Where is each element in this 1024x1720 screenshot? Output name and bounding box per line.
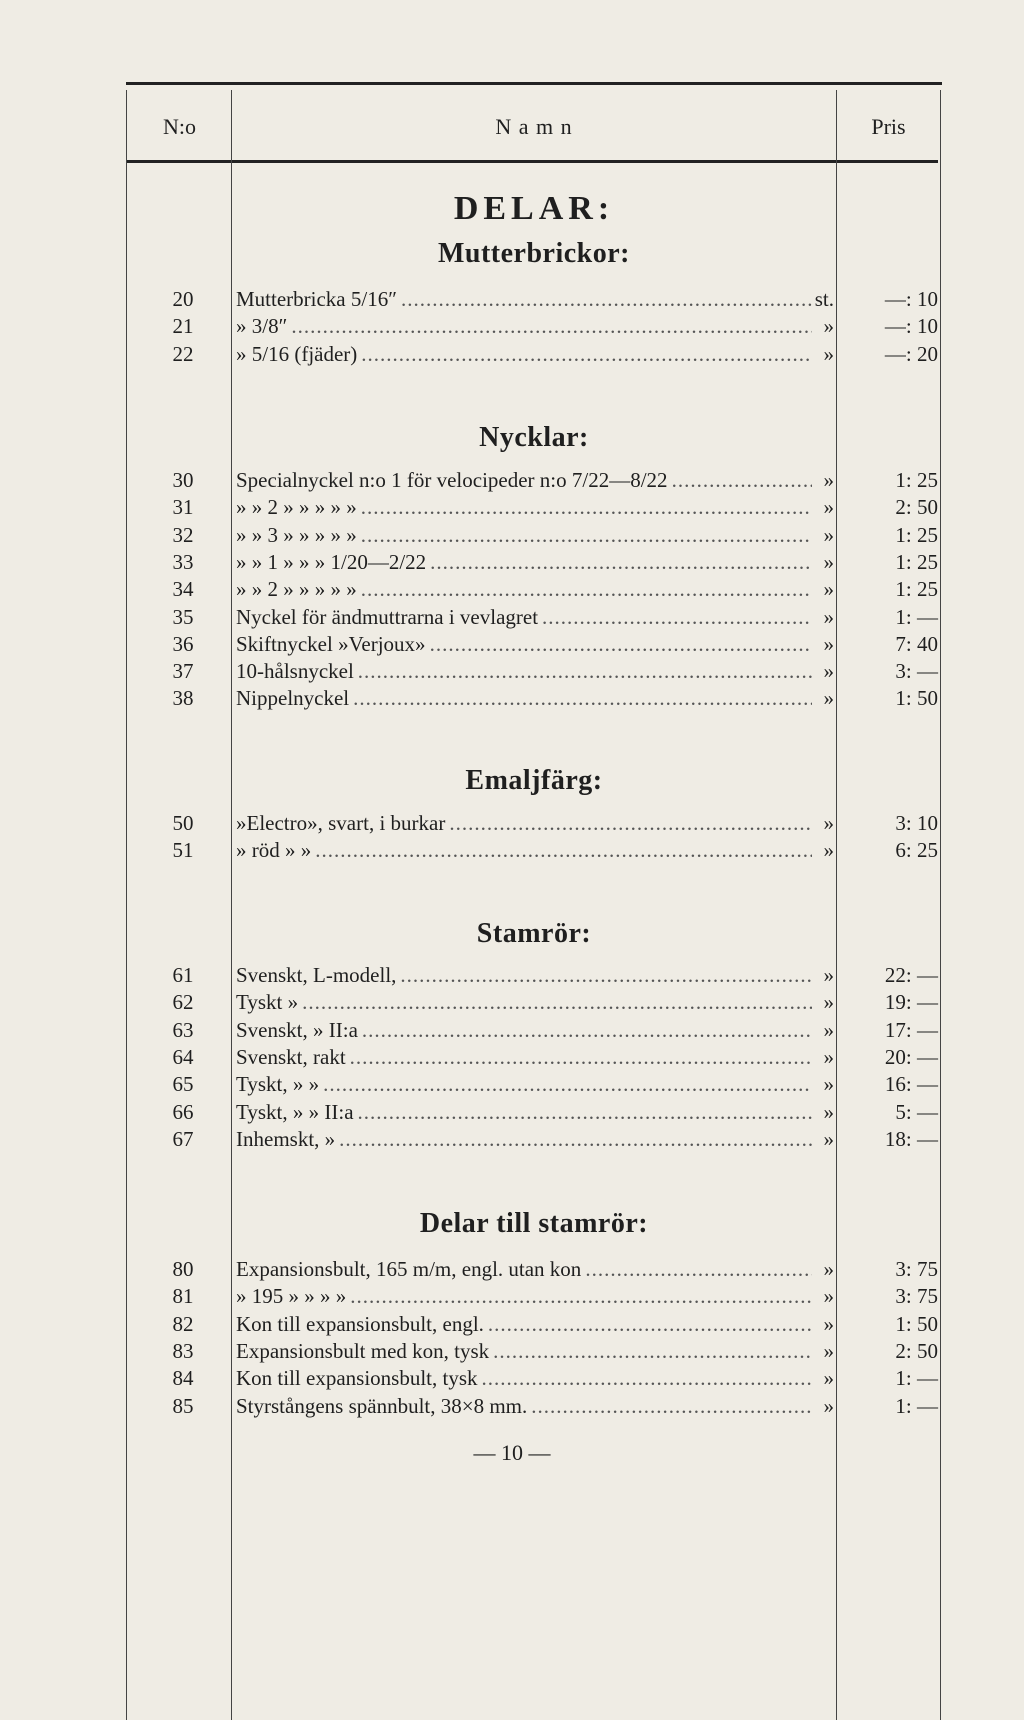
item-unit: »	[823, 1339, 834, 1363]
table-row	[128, 1126, 940, 1153]
item-description	[236, 576, 816, 603]
leader-dots	[361, 341, 812, 368]
item-price: 20: —	[884, 1045, 938, 1069]
item-unit: »	[823, 1257, 834, 1281]
item-description	[236, 631, 816, 658]
table-row	[128, 1044, 940, 1071]
table-row	[128, 576, 940, 603]
item-unit: »	[823, 838, 834, 862]
header-price: Pris	[871, 114, 906, 139]
item-number: 22	[172, 342, 194, 366]
item-number: 62	[172, 990, 194, 1014]
item-text: Nippelnyckel	[236, 686, 350, 710]
item-number: 38	[172, 686, 194, 710]
item-description	[236, 604, 816, 631]
leader-dots	[361, 576, 812, 603]
item-unit: »	[823, 990, 834, 1014]
item-number: 20	[172, 287, 194, 311]
leader-dots	[350, 1283, 812, 1310]
item-unit: »	[823, 1018, 834, 1042]
item-unit: »	[823, 342, 834, 366]
table-row	[128, 989, 940, 1016]
item-price: 3: 10	[895, 811, 938, 835]
item-unit: »	[823, 1127, 834, 1151]
table-row	[128, 549, 940, 576]
item-number: 33	[172, 550, 194, 574]
leader-dots	[542, 604, 812, 631]
item-price: 18: —	[884, 1127, 938, 1151]
item-number: 63	[172, 1018, 194, 1042]
header-number: N:o	[163, 114, 196, 139]
section-title: Stamrör:	[476, 918, 592, 949]
item-price: 5: —	[895, 1100, 938, 1124]
item-text: Skiftnyckel »Verjoux»	[236, 632, 426, 656]
table-row	[128, 1099, 940, 1126]
item-number: 50	[172, 811, 194, 835]
leader-dots	[488, 1311, 812, 1338]
table-row	[128, 1071, 940, 1098]
item-description	[236, 1071, 816, 1098]
item-description	[236, 962, 816, 989]
item-description	[236, 685, 816, 712]
item-description	[236, 1311, 816, 1338]
leader-dots	[400, 962, 812, 989]
item-unit: st.	[814, 287, 834, 311]
item-price: 22: —	[884, 963, 938, 987]
item-text: Kon till expansionsbult, tysk	[236, 1366, 478, 1390]
item-unit: »	[823, 314, 834, 338]
section-title: Nycklar:	[479, 422, 589, 453]
section-title: Emaljfärg:	[465, 765, 603, 796]
item-text: Specialnyckel n:o 1 för velocipeder n:o 7/22—8/22	[236, 468, 668, 492]
item-number: 30	[172, 468, 194, 492]
item-description	[236, 837, 816, 864]
item-text: » 3/8″	[236, 314, 288, 338]
leader-dots	[358, 1099, 812, 1126]
item-price: 1: 50	[895, 686, 938, 710]
item-number: 65	[172, 1072, 194, 1096]
item-price: 17: —	[884, 1018, 938, 1042]
item-price: 1: —	[895, 1366, 938, 1390]
leader-dots	[302, 989, 812, 1016]
leader-dots	[672, 467, 812, 494]
item-price: 1: 50	[895, 1312, 938, 1336]
item-price: 1: 25	[895, 550, 938, 574]
item-price: 3: 75	[895, 1284, 938, 1308]
table-row	[128, 494, 940, 521]
item-description	[236, 467, 816, 494]
item-description	[236, 341, 816, 368]
leader-dots	[291, 313, 812, 340]
leader-dots	[361, 522, 812, 549]
item-price: 1: —	[895, 605, 938, 629]
item-unit: »	[823, 1284, 834, 1308]
item-text: Expansionsbult med kon, tysk	[236, 1339, 490, 1363]
table-row	[128, 631, 940, 658]
table-row	[128, 810, 940, 837]
leader-dots	[430, 631, 812, 658]
item-price: 1: 25	[895, 577, 938, 601]
table-row	[128, 467, 940, 494]
item-number: 66	[172, 1100, 194, 1124]
section-title: Delar till stamrör:	[419, 1208, 649, 1239]
item-text: Mutterbricka 5/16″	[236, 287, 397, 311]
table-row	[128, 1017, 940, 1044]
page-number: — 10 —	[473, 1440, 551, 1465]
item-unit: »	[823, 686, 834, 710]
table-row	[128, 962, 940, 989]
table-row	[128, 1283, 940, 1310]
item-text: » » 2 » » » » »	[236, 495, 357, 519]
item-number: 31	[172, 495, 194, 519]
table-row	[128, 286, 940, 313]
item-unit: »	[823, 1394, 834, 1418]
item-number: 37	[172, 659, 194, 683]
table-row	[128, 1393, 940, 1420]
item-description	[236, 313, 816, 340]
item-number: 51	[172, 838, 194, 862]
item-unit: »	[823, 1045, 834, 1069]
leader-dots	[339, 1126, 812, 1153]
item-number: 64	[172, 1045, 194, 1069]
main-title: DELAR:	[453, 190, 615, 227]
item-text: Styrstångens spännbult, 38×8 mm.	[236, 1394, 528, 1418]
item-unit: »	[823, 1100, 834, 1124]
table-row	[128, 341, 940, 368]
leader-dots	[358, 658, 812, 685]
item-price: 3: 75	[895, 1257, 938, 1281]
item-price: 1: 25	[895, 523, 938, 547]
item-unit: »	[823, 963, 834, 987]
top-rule	[126, 82, 942, 85]
item-description	[236, 1126, 816, 1153]
item-text: » » 1 » » » 1/20—2/22	[236, 550, 427, 574]
item-unit: »	[823, 605, 834, 629]
item-price: —: 10	[884, 287, 938, 311]
item-text: Kon till expansionsbult, engl.	[236, 1312, 484, 1336]
leader-dots	[362, 1017, 812, 1044]
leader-dots	[353, 685, 812, 712]
table-row	[128, 685, 940, 712]
leader-dots	[449, 810, 812, 837]
item-number: 80	[172, 1257, 194, 1281]
leader-dots	[493, 1338, 812, 1365]
item-description	[236, 1017, 816, 1044]
item-text: Nyckel för ändmuttrarna i vevlagret	[236, 605, 539, 629]
item-number: 85	[172, 1394, 194, 1418]
item-unit: »	[823, 495, 834, 519]
table-row	[128, 1338, 940, 1365]
leader-dots	[482, 1365, 813, 1392]
item-price: 2: 50	[895, 495, 938, 519]
column-divider-left	[126, 90, 127, 1720]
item-unit: »	[823, 632, 834, 656]
table-row	[128, 1365, 940, 1392]
item-text: 10-hålsnyckel	[236, 659, 354, 683]
item-number: 32	[172, 523, 194, 547]
item-description	[236, 658, 816, 685]
item-text: » 195 » » » »	[236, 1284, 347, 1308]
item-price: —: 20	[884, 342, 938, 366]
item-price: 1: —	[895, 1394, 938, 1418]
item-description	[236, 1256, 816, 1283]
item-number: 36	[172, 632, 194, 656]
item-unit: »	[823, 550, 834, 574]
item-price: —: 10	[884, 314, 938, 338]
item-price: 1: 25	[895, 468, 938, 492]
item-description	[236, 1393, 816, 1420]
table-row	[128, 658, 940, 685]
item-text: Tyskt, » »	[236, 1072, 320, 1096]
item-number: 35	[172, 605, 194, 629]
leader-dots	[401, 286, 812, 313]
leader-dots	[350, 1044, 812, 1071]
item-description	[236, 494, 816, 521]
leader-dots	[315, 837, 812, 864]
header-name: N a m n	[495, 114, 573, 139]
item-text: Tyskt »	[236, 990, 299, 1014]
item-unit: »	[823, 659, 834, 683]
item-description	[236, 810, 816, 837]
item-number: 83	[172, 1339, 194, 1363]
item-text: Expansionsbult, 165 m/m, engl. utan kon	[236, 1257, 582, 1281]
table-row	[128, 313, 940, 340]
column-divider-right	[940, 90, 941, 1720]
header-rule	[126, 160, 938, 163]
item-unit: »	[823, 1072, 834, 1096]
item-text: Tyskt, » » II:a	[236, 1100, 354, 1124]
item-number: 82	[172, 1312, 194, 1336]
item-text: » röd » »	[236, 838, 312, 862]
item-unit: »	[823, 577, 834, 601]
item-number: 81	[172, 1284, 194, 1308]
item-text: » 5/16 (fjäder)	[236, 342, 358, 366]
item-description	[236, 1283, 816, 1310]
table-row	[128, 1256, 940, 1283]
item-text: »Electro», svart, i burkar	[236, 811, 446, 835]
item-unit: »	[823, 468, 834, 492]
table-row	[128, 522, 940, 549]
item-description	[236, 1338, 816, 1365]
item-text: Svenskt, rakt	[236, 1045, 346, 1069]
table-row	[128, 604, 940, 631]
item-price: 19: —	[884, 990, 938, 1014]
item-number: 67	[172, 1127, 194, 1151]
item-price: 16: —	[884, 1072, 938, 1096]
item-number: 21	[172, 314, 194, 338]
table-row	[128, 1311, 940, 1338]
item-text: » » 2 » » » » »	[236, 577, 357, 601]
leader-dots	[430, 549, 812, 576]
item-text: Svenskt, » II:a	[236, 1018, 358, 1042]
item-description	[236, 286, 816, 313]
leader-dots	[361, 494, 812, 521]
item-description	[236, 1099, 816, 1126]
item-number: 34	[172, 577, 194, 601]
item-text: Inhemskt, »	[236, 1127, 336, 1151]
item-price: 7: 40	[895, 632, 938, 656]
item-unit: »	[823, 523, 834, 547]
item-description	[236, 522, 816, 549]
item-text: Svenskt, L-modell,	[236, 963, 397, 987]
item-text: » » 3 » » » » »	[236, 523, 357, 547]
item-unit: »	[823, 1366, 834, 1390]
leader-dots	[531, 1393, 812, 1420]
leader-dots	[585, 1256, 812, 1283]
item-number: 61	[172, 963, 194, 987]
section-title: Mutterbrickor:	[437, 238, 631, 269]
table-row	[128, 837, 940, 864]
item-price: 3: —	[895, 659, 938, 683]
item-unit: »	[823, 1312, 834, 1336]
item-description	[236, 1365, 816, 1392]
item-unit: »	[823, 811, 834, 835]
item-number: 84	[172, 1366, 194, 1390]
item-description	[236, 1044, 816, 1071]
item-description	[236, 549, 816, 576]
leader-dots	[323, 1071, 812, 1098]
item-price: 2: 50	[895, 1339, 938, 1363]
item-description	[236, 989, 816, 1016]
item-price: 6: 25	[895, 838, 938, 862]
